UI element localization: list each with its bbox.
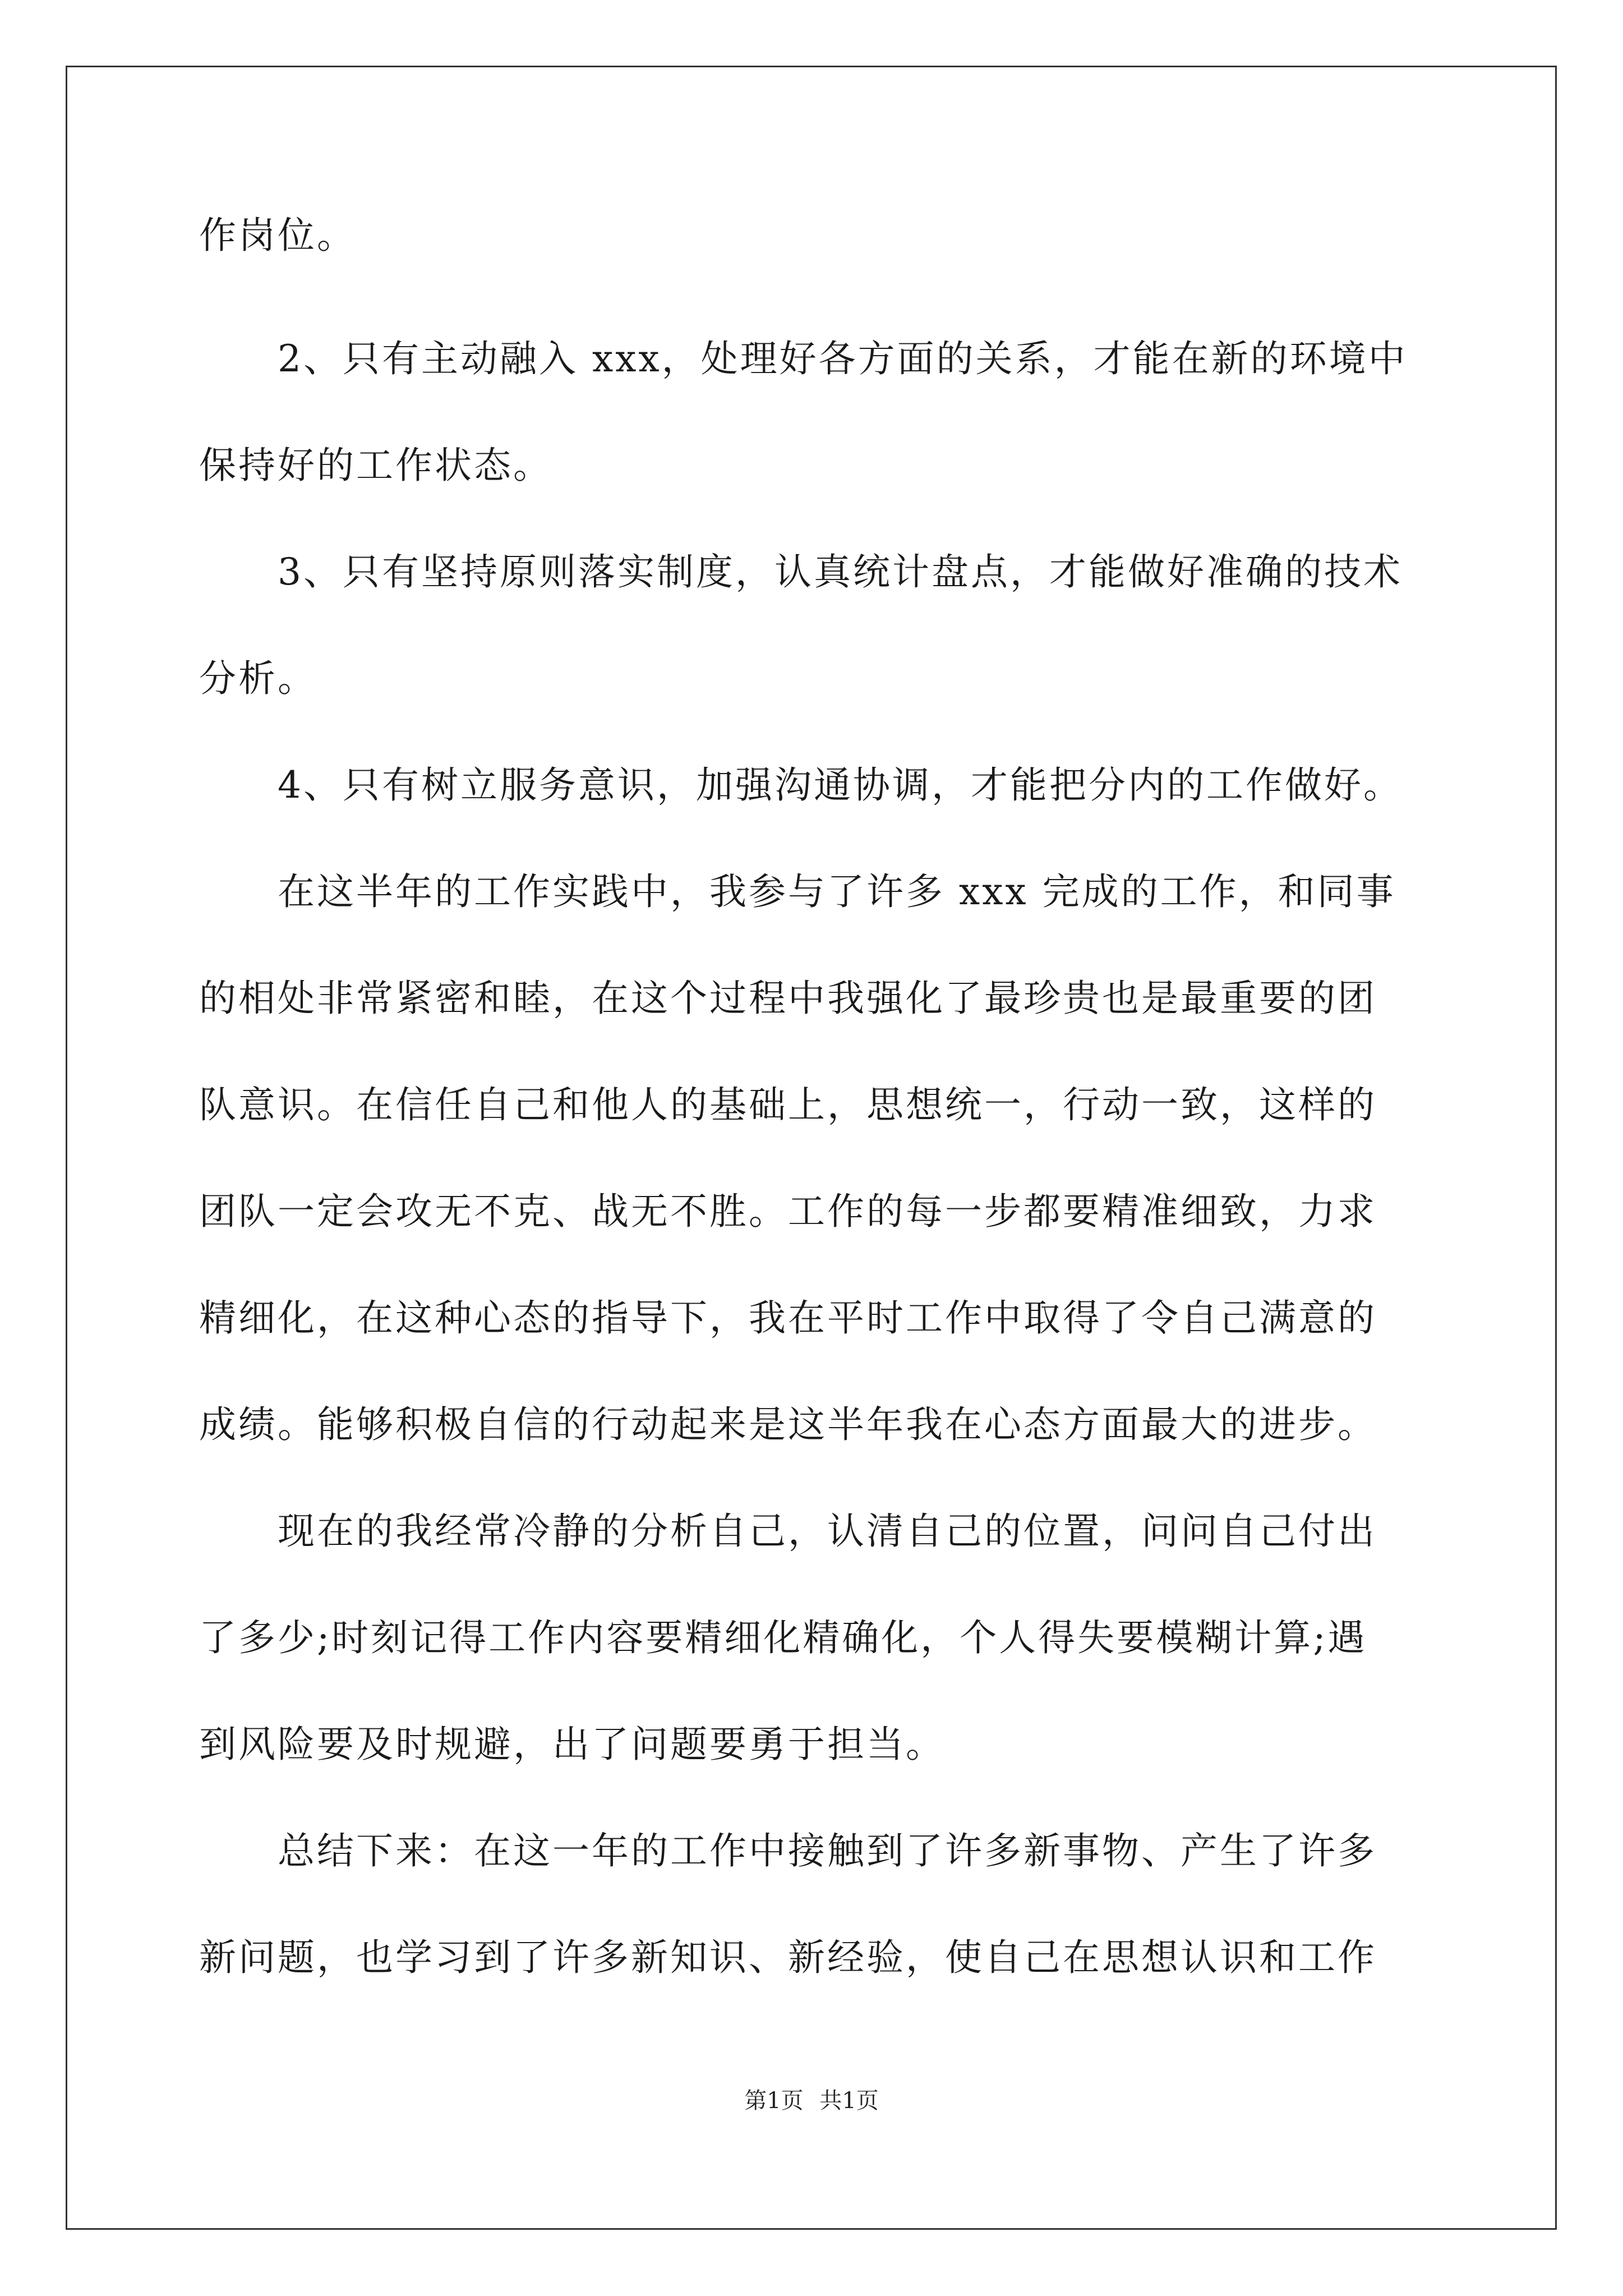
text-line: 的相处非常紧密和睦，在这个过程中我强化了最珍贵也是最重要的团 bbox=[199, 977, 1377, 1020]
text-line: 现在的我经常冷静的分析自己，认清自己的位置，问问自己付出 bbox=[278, 1510, 1377, 1553]
text-line: 在这半年的工作实践中，我参与了许多 xxx 完成的工作，和同事 bbox=[278, 870, 1396, 913]
text-line: 作岗位。 bbox=[199, 214, 356, 257]
text-line: 精细化，在这种心态的指导下，我在平时工作中取得了令自己满意的 bbox=[199, 1296, 1377, 1340]
text-line: 4、只有树立服务意识，加强沟通协调，才能把分内的工作做好。 bbox=[278, 763, 1403, 807]
text-line: 总结下来：在这一年的工作中接触到了许多新事物、产生了许多 bbox=[278, 1829, 1377, 1872]
text-line: 队意识。在信任自己和他人的基础上，思想统一，行动一致，这样的 bbox=[199, 1083, 1377, 1126]
text-line: 保持好的工作状态。 bbox=[199, 444, 552, 487]
page-total: 共1页 bbox=[819, 2088, 879, 2114]
page-border bbox=[66, 66, 1557, 2230]
text-line: 团队一定会攻无不克、战无不胜。工作的每一步都要精准细致，力求 bbox=[199, 1190, 1377, 1233]
text-line: 3、只有坚持原则落实制度，认真统计盘点，才能做好准确的技术 bbox=[278, 550, 1403, 593]
page-number: 第1页 bbox=[744, 2088, 804, 2114]
text-line: 新问题，也学习到了许多新知识、新经验，使自己在思想认识和工作 bbox=[199, 1936, 1377, 1979]
text-line: 到风险要及时规避，出了问题要勇于担当。 bbox=[199, 1723, 945, 1766]
text-line: 成绩。能够积极自信的行动起来是这半年我在心态方面最大的进步。 bbox=[199, 1403, 1377, 1446]
page-footer bbox=[0, 2087, 1623, 2115]
text-line: 了多少;时刻记得工作内容要精细化精确化，个人得失要模糊计算;遇 bbox=[199, 1616, 1367, 1659]
text-line: 分析。 bbox=[199, 657, 317, 700]
text-line: 2、只有主动融入 xxx，处理好各方面的关系，才能在新的环境中 bbox=[278, 337, 1408, 380]
